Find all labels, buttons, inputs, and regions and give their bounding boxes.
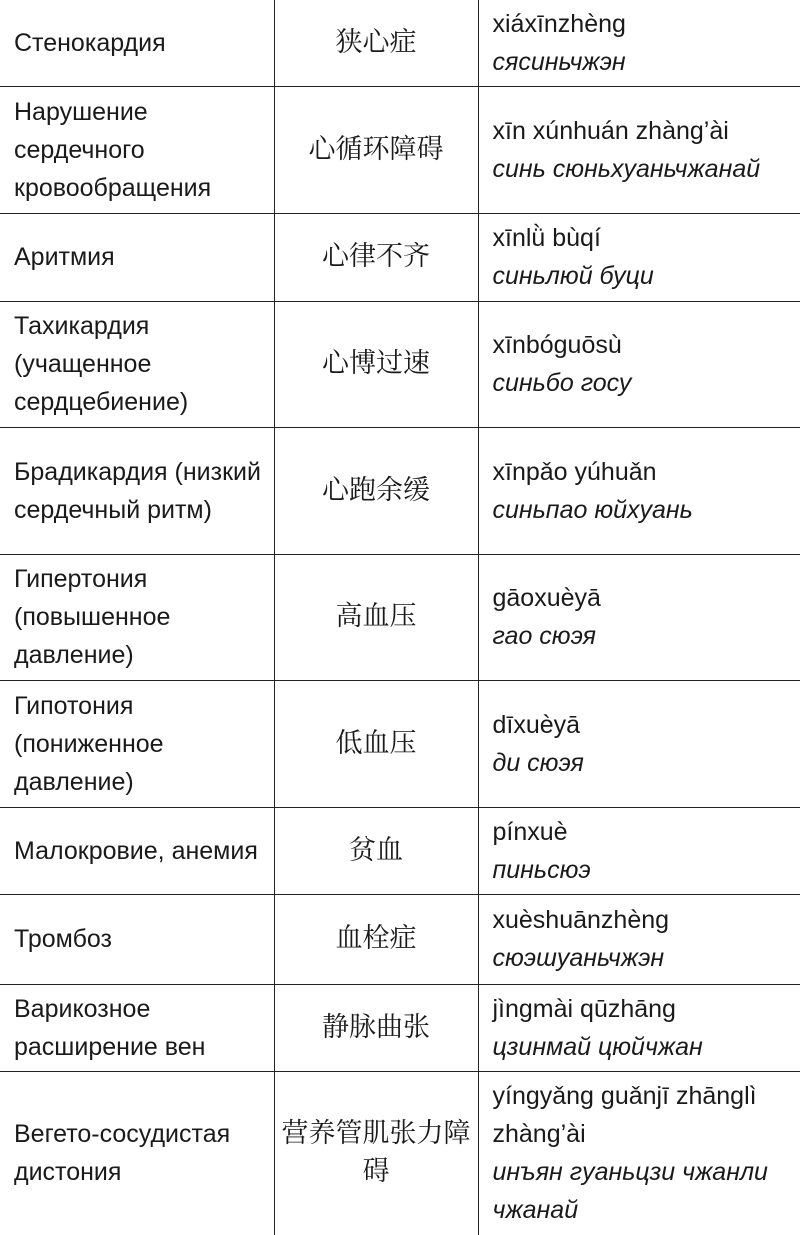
table-row [0, 427, 800, 554]
transcription-cell [478, 86, 800, 213]
cyrillic-transcription: сюэшуаньчжэн [492, 944, 665, 972]
pinyin-text: xīn xúnhuán zhàng’ài [492, 116, 729, 145]
cyrillic-transcription: пиньсюэ [492, 855, 591, 884]
transcription-cell [478, 213, 800, 301]
cyrillic-transcription: инъян гуаньцзи чжанли чжанай [492, 1158, 768, 1225]
table-row [0, 213, 800, 301]
pinyin-text: dīxuèyā [492, 710, 581, 739]
russian-term: Тромбоз [0, 894, 274, 984]
table-row [0, 680, 800, 807]
pinyin-text: yíngyǎng guǎnjī zhānglì zhàng’ài [492, 1082, 757, 1149]
russian-term: Вегето-сосудистая дистония [0, 1071, 274, 1235]
chinese-term: 贫血 [274, 807, 478, 894]
russian-term: Гипотония (пониженное давление) [0, 680, 274, 807]
pinyin-text: pínxuè [492, 817, 568, 846]
russian-term: Аритмия [0, 213, 274, 301]
transcription-cell [478, 894, 800, 984]
chinese-term: 狭心症 [274, 0, 478, 86]
russian-term: Тахикардия (учащенное сердцебиение) [0, 301, 274, 427]
chinese-term: 静脉曲张 [274, 984, 478, 1071]
pinyin-text: xīnlǜ bùqí [492, 224, 601, 252]
cyrillic-transcription: сясиньчжэн [492, 47, 626, 76]
chinese-term: 血栓症 [274, 894, 478, 984]
transcription-cell [478, 680, 800, 807]
transcription-cell [478, 807, 800, 894]
transcription-cell [478, 1071, 800, 1235]
russian-term: Варикозное расширение вен [0, 984, 274, 1071]
transcription-cell [478, 554, 800, 680]
chinese-term: 营养管肌张力障碍 [274, 1071, 478, 1235]
pinyin-text: gāoxuèyā [492, 584, 601, 612]
russian-term: Нарушение сердечного кровообращения [0, 86, 274, 213]
transcription-cell [478, 427, 800, 554]
cyrillic-transcription: цзинмай цюйчжан [492, 1032, 703, 1061]
russian-term: Гипертония (повышенное давление) [0, 554, 274, 680]
table-row [0, 0, 800, 86]
cyrillic-transcription: ди сюэя [492, 748, 584, 777]
transcription-cell [478, 301, 800, 427]
russian-term: Брадикардия (низкий сердечный ритм) [0, 427, 274, 554]
pinyin-text: jìngmài qūzhāng [492, 994, 676, 1023]
transcription-cell [478, 984, 800, 1071]
pinyin-text: xuèshuānzhèng [492, 906, 670, 934]
cyrillic-transcription: синьбо госу [492, 369, 632, 397]
pinyin-text: xiáxīnzhèng [492, 9, 626, 38]
chinese-term: 心跑余缓 [274, 427, 478, 554]
cyrillic-transcription: синьпао юйхуань [492, 495, 693, 524]
russian-term: Стенокардия [0, 0, 274, 86]
table-row [0, 554, 800, 680]
pinyin-text: xīnbóguōsù [492, 331, 622, 359]
table-row [0, 807, 800, 894]
cyrillic-transcription: синь сюньхуаньчжанай [492, 154, 761, 183]
table-row [0, 86, 800, 213]
table-row [0, 301, 800, 427]
chinese-term: 心律不齐 [274, 213, 478, 301]
chinese-term: 心博过速 [274, 301, 478, 427]
chinese-term: 低血压 [274, 680, 478, 807]
table-row [0, 984, 800, 1071]
russian-term: Малокровие, анемия [0, 807, 274, 894]
pinyin-text: xīnpǎo yúhuǎn [492, 457, 657, 486]
cyrillic-transcription: синьлюй буци [492, 262, 654, 290]
transcription-cell [478, 0, 800, 86]
table-row [0, 1071, 800, 1235]
cyrillic-transcription: гао сюэя [492, 622, 596, 650]
chinese-term: 高血压 [274, 554, 478, 680]
chinese-term: 心循环障碍 [274, 86, 478, 213]
table-row [0, 894, 800, 984]
